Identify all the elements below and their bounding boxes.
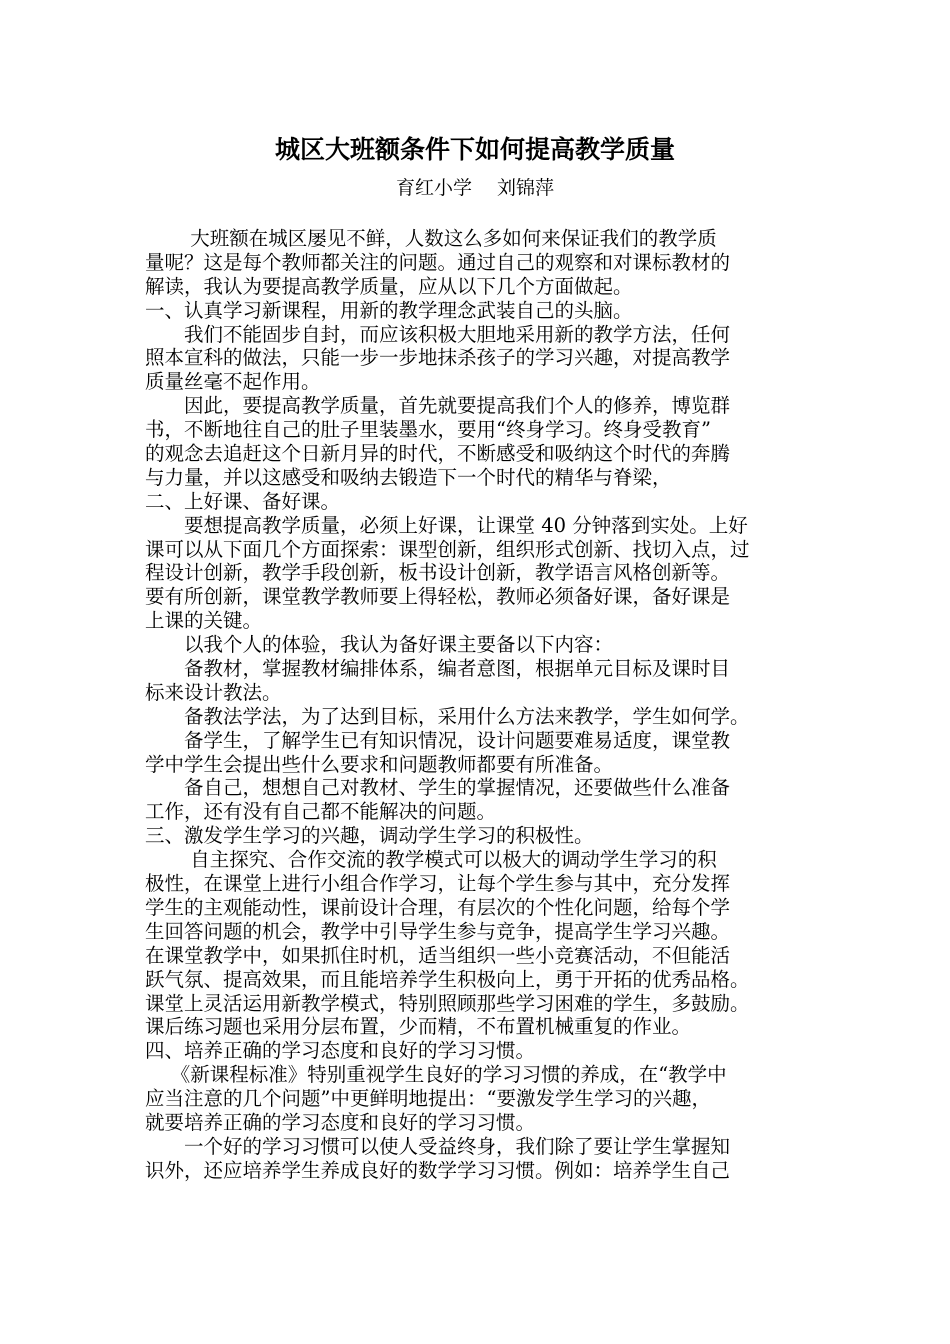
text-line: 上课的关键。 [145,609,263,633]
text-line: 应当注意的几个问题”中更鲜明地提出：“要激发学生学习的兴趣， [145,1087,711,1111]
text-line: 在课堂教学中，如果抓住时机，适当组织一些小竞赛活动，不但能活 [145,943,731,967]
text-line: 要想提高教学质量，必须上好课，让课堂 40 分钟落到实处。上好 [145,513,748,537]
text-line: 标来设计教法。 [145,680,282,704]
text-line: 量呢？这是每个教师都关注的问题。通过自己的观察和对课标教材的 [145,250,731,274]
text-line: 《新课程标准》特别重视学生良好的学习习惯的养成，在“教学中 [145,1063,727,1087]
document-body [145,227,845,1183]
text-line: 的观念去追赶这个日新月异的时代，不断感受和吸纳这个时代的奔腾 [145,442,731,466]
text-line: 质量丝毫不起作用。 [145,370,321,394]
text-line: 自主探究、合作交流的教学模式可以极大的调动学生学习的积 [145,848,717,872]
section-heading: 二、上好课、备好课。 [145,489,341,513]
text-line: 就要培养正确的学习态度和良好的学习习惯。 [145,1110,536,1134]
section-heading: 一、认真学习新课程，用新的教学理念武装自己的头脑。 [145,298,633,322]
text-line: 与力量，并以这感受和吸纳去锻造下一个时代的精华与脊梁， [145,465,672,489]
text-line: 一个好的学习习惯可以使人受益终身，我们除了要让学生掌握知 [145,1134,731,1158]
text-line: 学中学生会提出些什么要求和问题教师都要有所准备。 [145,752,614,776]
section-heading: 四、培养正确的学习态度和良好的学习习惯。 [145,1039,536,1063]
text-line: 因此，要提高教学质量，首先就要提高我们个人的修养，博览群 [145,394,731,418]
text-line: 备教法学法，为了达到目标，采用什么方法来教学，学生如何学。 [145,704,750,728]
text-line: 书，不断地往自己的肚子里装墨水，要用“终身学习。终身受教育” [145,418,711,442]
text-line: 照本宣科的做法，只能一步一步地抹杀孩子的学习兴趣，对提高教学 [145,346,731,370]
text-line: 备自己，想想自己对教材、学生的掌握情况，还要做些什么准备 [145,776,731,800]
text-line: 课可以从下面几个方面探索：课型创新，组织形式创新、找切入点，过 [145,537,750,561]
text-line: 备教材，掌握教材编排体系，编者意图，根据单元目标及课时目 [145,657,731,681]
text-line: 课后练习题也采用分层布置，少而精，不布置机械重复的作业。 [145,1015,692,1039]
text-line: 备学生，了解学生已有知识情况，设计问题要难易适度，课堂教 [145,728,731,752]
text-line: 极性，在课堂上进行小组合作学习，让每个学生参与其中，充分发挥 [145,872,731,896]
text-line: 以我个人的体验，我认为备好课主要备以下内容： [145,633,614,657]
text-line: 我们不能固步自封，而应该积极大胆地采用新的教学方法，任何 [145,322,731,346]
section-heading: 三、激发学生学习的兴趣，调动学生学习的积极性。 [145,824,594,848]
text-line: 解读，我认为要提高教学质量，应从以下几个方面做起。 [145,274,633,298]
text-line: 工作，还有没有自己都不能解决的问题。 [145,800,497,824]
text-line: 程设计创新，教学手段创新，板书设计创新，教学语言风格创新等。 [145,561,731,585]
text-line: 识外，还应培养学生养成良好的数学学习习惯。例如：培养学生自己 [145,1158,731,1182]
text-line: 课堂上灵活运用新教学模式，特别照顾那些学习困难的学生，多鼓励。 [145,991,750,1015]
text-line: 学生的主观能动性，课前设计合理，有层次的个性化问题，给每个学 [145,895,731,919]
document-title: 城区大班额条件下如何提高教学质量 [274,135,675,164]
text-line: 大班额在城区屡见不鲜，人数这么多如何来保证我们的教学质 [145,227,717,250]
text-line: 生回答问题的机会，教学中引导学生参与竞争，提高学生学习兴趣。 [145,919,731,943]
text-line: 跃气氛、提高效果，而且能培养学生积极向上，勇于开拓的优秀品格。 [145,967,750,991]
text-line: 要有所创新，课堂教学教师要上得轻松，教师必须备好课，备好课是 [145,585,731,609]
document-author: 育红小学 刘锦萍 [395,177,555,199]
